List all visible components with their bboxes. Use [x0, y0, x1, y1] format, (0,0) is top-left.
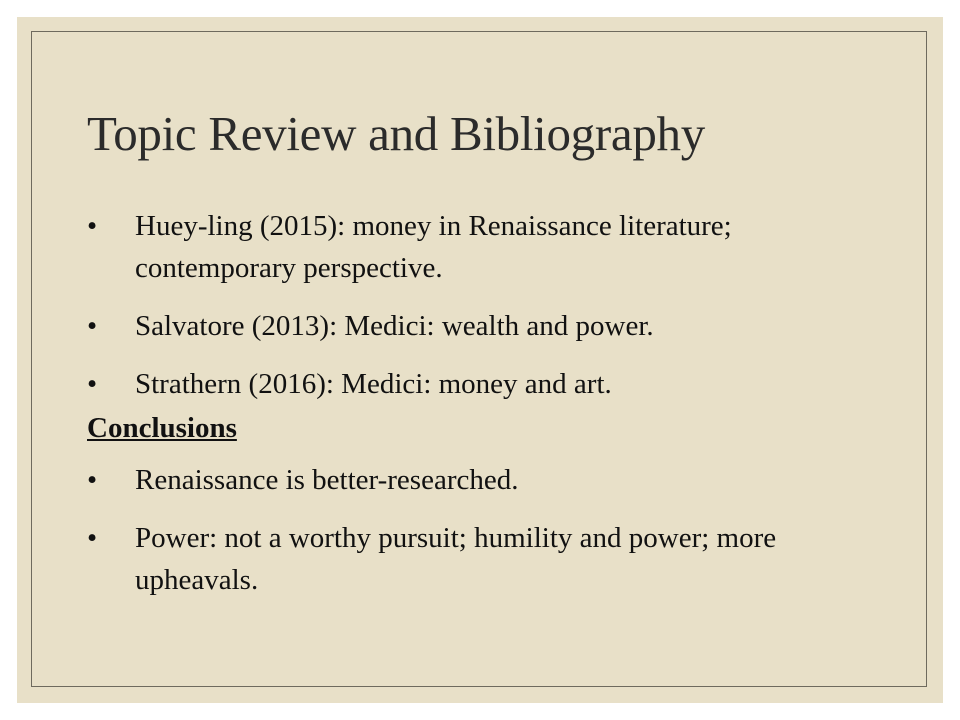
slide-title: Topic Review and Bibliography	[87, 106, 705, 161]
bullet-icon: •	[87, 522, 98, 554]
conclusions-list	[87, 459, 877, 601]
bullet-icon: •	[87, 210, 98, 242]
conclusion-item-text: Renaissance is better-researched.	[135, 464, 519, 496]
slide	[17, 17, 943, 703]
review-item-text: Salvatore (2013): Medici: wealth and power.	[135, 310, 654, 342]
list-item	[87, 459, 877, 501]
slide-body	[87, 205, 877, 601]
list-item	[87, 517, 877, 601]
review-item-text: Strathern (2016): Medici: money and art.	[135, 368, 612, 400]
bullet-icon: •	[87, 368, 98, 400]
list-item	[87, 205, 877, 289]
list-item	[87, 363, 877, 405]
list-item	[87, 305, 877, 347]
conclusions-heading: Conclusions	[87, 412, 237, 444]
review-item-text: Huey-ling (2015): money in Renaissance literature; contemporary perspective.	[135, 210, 732, 284]
bullet-icon: •	[87, 310, 98, 342]
review-list	[87, 205, 877, 405]
bullet-icon: •	[87, 464, 98, 496]
conclusion-item-text: Power: not a worthy pursuit; humility and power; more upheavals.	[135, 522, 777, 596]
